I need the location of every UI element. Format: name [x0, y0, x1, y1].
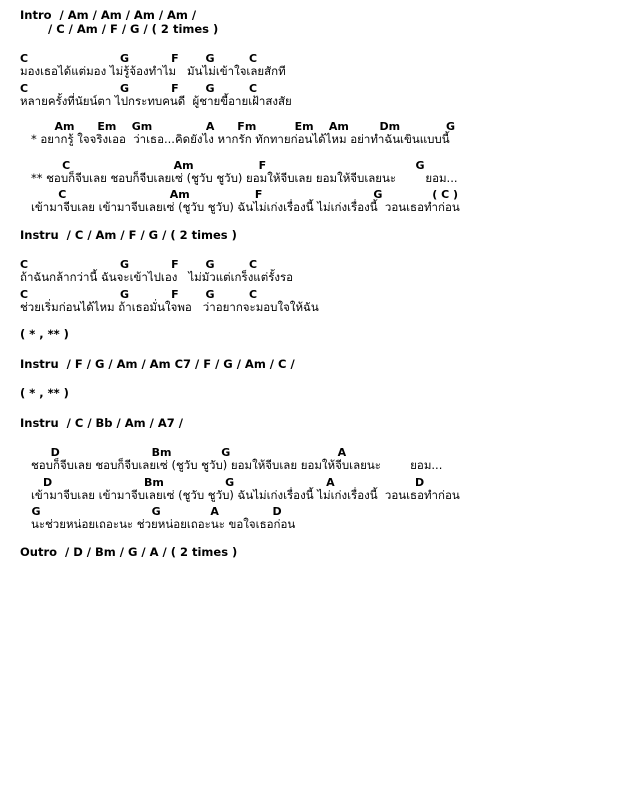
- chord-line: C Am F G: [20, 158, 425, 172]
- section-chorus-double-star: [20, 160, 620, 214]
- lyric-line: มองเธอได้แต่มอง ไม่รู้จ้องทำไม มันไม่เข้าใจเลยสักที: [20, 64, 286, 78]
- chord-line: C G F G C: [20, 258, 258, 271]
- lyric-line: ** ชอบก็จีบเลย ชอบก็จีบเลยเซ่ (ชูวับ ชูวับ) ยอมให้จีบเลย ยอมให้จีบเลยนะ ยอม...: [20, 170, 458, 185]
- section-repeat-2: [20, 388, 620, 400]
- lyric-line: ชอบก็จีบเลย ชอบก็จีบเลยเซ่ (ชูวับ ชูวับ) ยอมให้จีบเลย ยอมให้จีบเลยนะ ยอม...: [20, 458, 443, 472]
- chord-line: C G F G C: [20, 81, 258, 95]
- chord-line: G G A D: [20, 505, 282, 518]
- section-label-line: Instru / C / Am / F / G / ( 2 times ): [20, 227, 237, 242]
- section-gap: [20, 313, 620, 329]
- section-gap: [20, 146, 620, 160]
- chord-line: C G F G C: [20, 287, 258, 301]
- section-gap: [20, 431, 620, 447]
- lyric-line: เข้ามาจีบเลย เข้ามาจีบเลยเซ่ (ชูวับ ชูวับ) ฉันไม่เก่งเรื่องนี้ ไม่เก่งเรื่องนี้ วอนเธอทำก่อน: [20, 200, 460, 214]
- section-outro: [20, 544, 620, 559]
- section-instru-2: [20, 356, 620, 371]
- section-intro: [20, 10, 620, 35]
- lyric-line: ช่วยเริ่มก่อนได้ไหม ถ้าเธอมั่นใจพอ ว่าอยากจะมอบใจให้ฉัน: [20, 299, 319, 314]
- chord-line: Am Em Gm A Fm Em Am Dm G: [20, 120, 456, 133]
- lyric-line: หลายครั้งที่นัยน์ตา ไปกระทบคนดี ผู้ชายขี้อายเฝ้าสงสัย: [20, 93, 292, 108]
- section-label-line: Instru / F / G / Am / Am C7 / F / G / Am / C /: [20, 356, 295, 371]
- section-gap: [20, 243, 620, 259]
- section-label-line: Intro / Am / Am / Am / Am /: [20, 8, 197, 22]
- lyric-line: ถ้าฉันกล้ากว่านี้ ฉันจะเข้าไปเอง ไม่มัวแต่เกร็งแต่รั้งรอ: [20, 270, 294, 284]
- section-label-line: ( * , ** ): [20, 386, 69, 400]
- section-chorus-star: [20, 121, 620, 146]
- section-final-chorus: [20, 447, 620, 531]
- section-repeat-1: [20, 329, 620, 341]
- chord-line: D Bm G A: [20, 446, 347, 459]
- section-gap: [20, 37, 620, 53]
- section-label-line: / C / Am / F / G / ( 2 times ): [20, 21, 219, 36]
- section-instru-1: [20, 227, 620, 242]
- section-gap: [20, 107, 620, 121]
- section-label-line: ( * , ** ): [20, 327, 69, 341]
- chord-line: D Bm G A D: [20, 475, 425, 489]
- lyric-line: นะช่วยหน่อยเถอะนะ ช่วยหน่อยเถอะนะ ขอใจเธอก่อน: [20, 517, 296, 531]
- section-verse-2: [20, 259, 620, 313]
- chord-line: C Am F G ( C ): [20, 188, 459, 201]
- lyric-line: เข้ามาจีบเลย เข้ามาจีบเลยเซ่ (ชูวับ ชูวับ) ฉันไม่เก่งเรื่องนี้ ไม่เก่งเรื่องนี้ วอนเธอทำก่อน: [20, 487, 460, 502]
- section-instru-3: [20, 415, 620, 430]
- chord-line: C G F G C: [20, 52, 258, 65]
- lyric-line: * อยากรู้ ใจจริงเออ ว่าเธอ...คิดยังไง หากรัก ทักทายก่อนได้ไหม อย่าทำฉันเขินแบบนี้: [20, 132, 450, 146]
- section-verse-1: [20, 53, 620, 107]
- section-label-line: Instru / C / Bb / Am / A7 /: [20, 415, 183, 430]
- section-gap: [20, 372, 620, 388]
- section-label-line: Outro / D / Bm / G / A / ( 2 times ): [20, 544, 238, 559]
